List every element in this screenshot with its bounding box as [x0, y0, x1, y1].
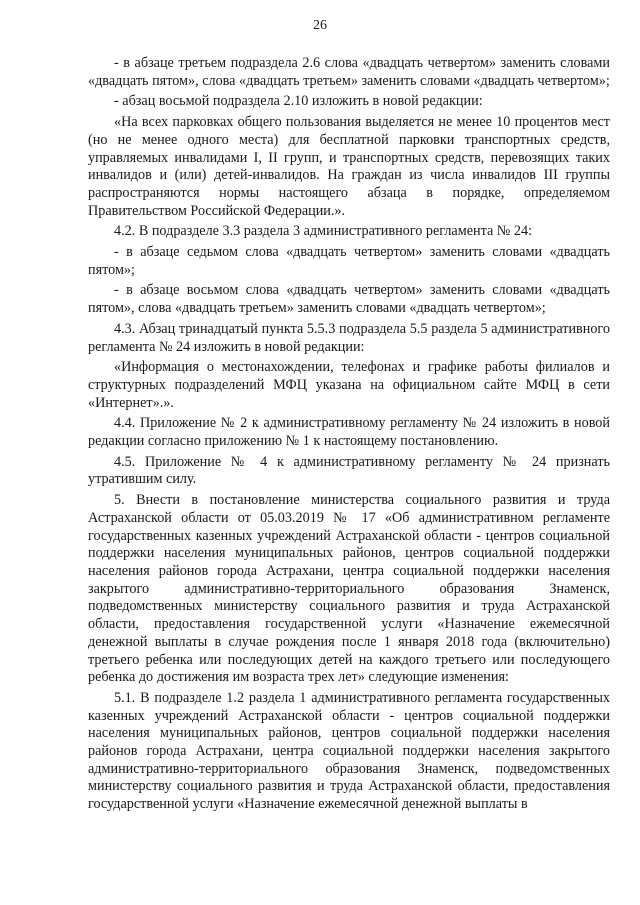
- paragraph: 4.5. Приложение № 4 к административному регламенту № 24 признать утратившим силу.: [88, 453, 610, 488]
- paragraph: 5. Внести в постановление министерства социального развития и труда Астраханской области от 05.03.2019 № 17 «Об административном регламенте государственных казенных учреждений Астраханской области - центров социальной поддержки населения муниципальных районов, центров социальной поддержки населения районов города Астрахани, центра социальной поддержки населения закрытого административно-территориального образования Знаменск, подведомственных министерству социального развития и труда Астраханской области, предоставления государственной услуги «Назначение ежемесячной денежной выплаты в случае рождения после 1 января 2018 года (включительно) третьего ребенка или последующих детей на каждого третьего или последующего ребенка до достижения им возраста трех лет» следующие изменения:: [88, 492, 610, 686]
- paragraph: 4.2. В подразделе 3.3 раздела 3 административного регламента № 24:: [114, 223, 533, 240]
- paragraph: 5.1. В подразделе 1.2 раздела 1 административного регламента государственных казенных учреждений Астраханской области - центров социальной поддержки населения муниципальных районов, центров социальной поддержки населения районов города Астрахани, центра социальной поддержки населения закрытого административно-территориального образования Знаменск, подведомственных министерству социального развития и труда Астраханской области, предоставления государственной услуги «Назначение ежемесячной денежной выплаты в: [88, 689, 610, 813]
- document-body: [88, 55, 610, 817]
- paragraph: 4.4. Приложение № 2 к административному регламенту № 24 изложить в новой редакции согласно приложению № 1 к настоящему постановлению.: [88, 415, 610, 450]
- paragraph: - абзац восьмой подраздела 2.10 изложить в новой редакции:: [114, 93, 483, 110]
- page-number: 26: [313, 18, 327, 33]
- paragraph: «На всех парковках общего пользования выделяется не менее 10 процентов мест (но не менее одного места) для бесплатной парковки транспортных средств, управляемых инвалидами I, II групп, и транспортных средств, перевозящих таких инвалидов и (или) детей-инвалидов. На граждан из числа инвалидов III группы распространяются нормы настоящего абзаца в порядке, определяемом Правительством Российской Федерации.».: [88, 114, 610, 219]
- paragraph: - в абзаце седьмом слова «двадцать четвертом» заменить словами «двадцать пятом»;: [88, 244, 610, 278]
- paragraph: - в абзаце восьмом слова «двадцать четвертом» заменить словами «двадцать пятом», слова «двадцать третьем» заменить словами «двадцать четвертом»;: [88, 282, 610, 317]
- paragraph: 4.3. Абзац тринадцатый пункта 5.5.3 подраздела 5.5 раздела 5 административного регламента № 24 изложить в новой редакции:: [88, 320, 610, 355]
- paragraph: - в абзаце третьем подраздела 2.6 слова «двадцать четвертом» заменить словами «двадцать пятом», слова «двадцать третьем» заменить словами «двадцать четвертом»;: [88, 55, 610, 89]
- paragraph: «Информация о местонахождении, телефонах и графике работы филиалов и структурных подразделений МФЦ указана на официальном сайте МФЦ в сети «Интернет».».: [88, 359, 610, 411]
